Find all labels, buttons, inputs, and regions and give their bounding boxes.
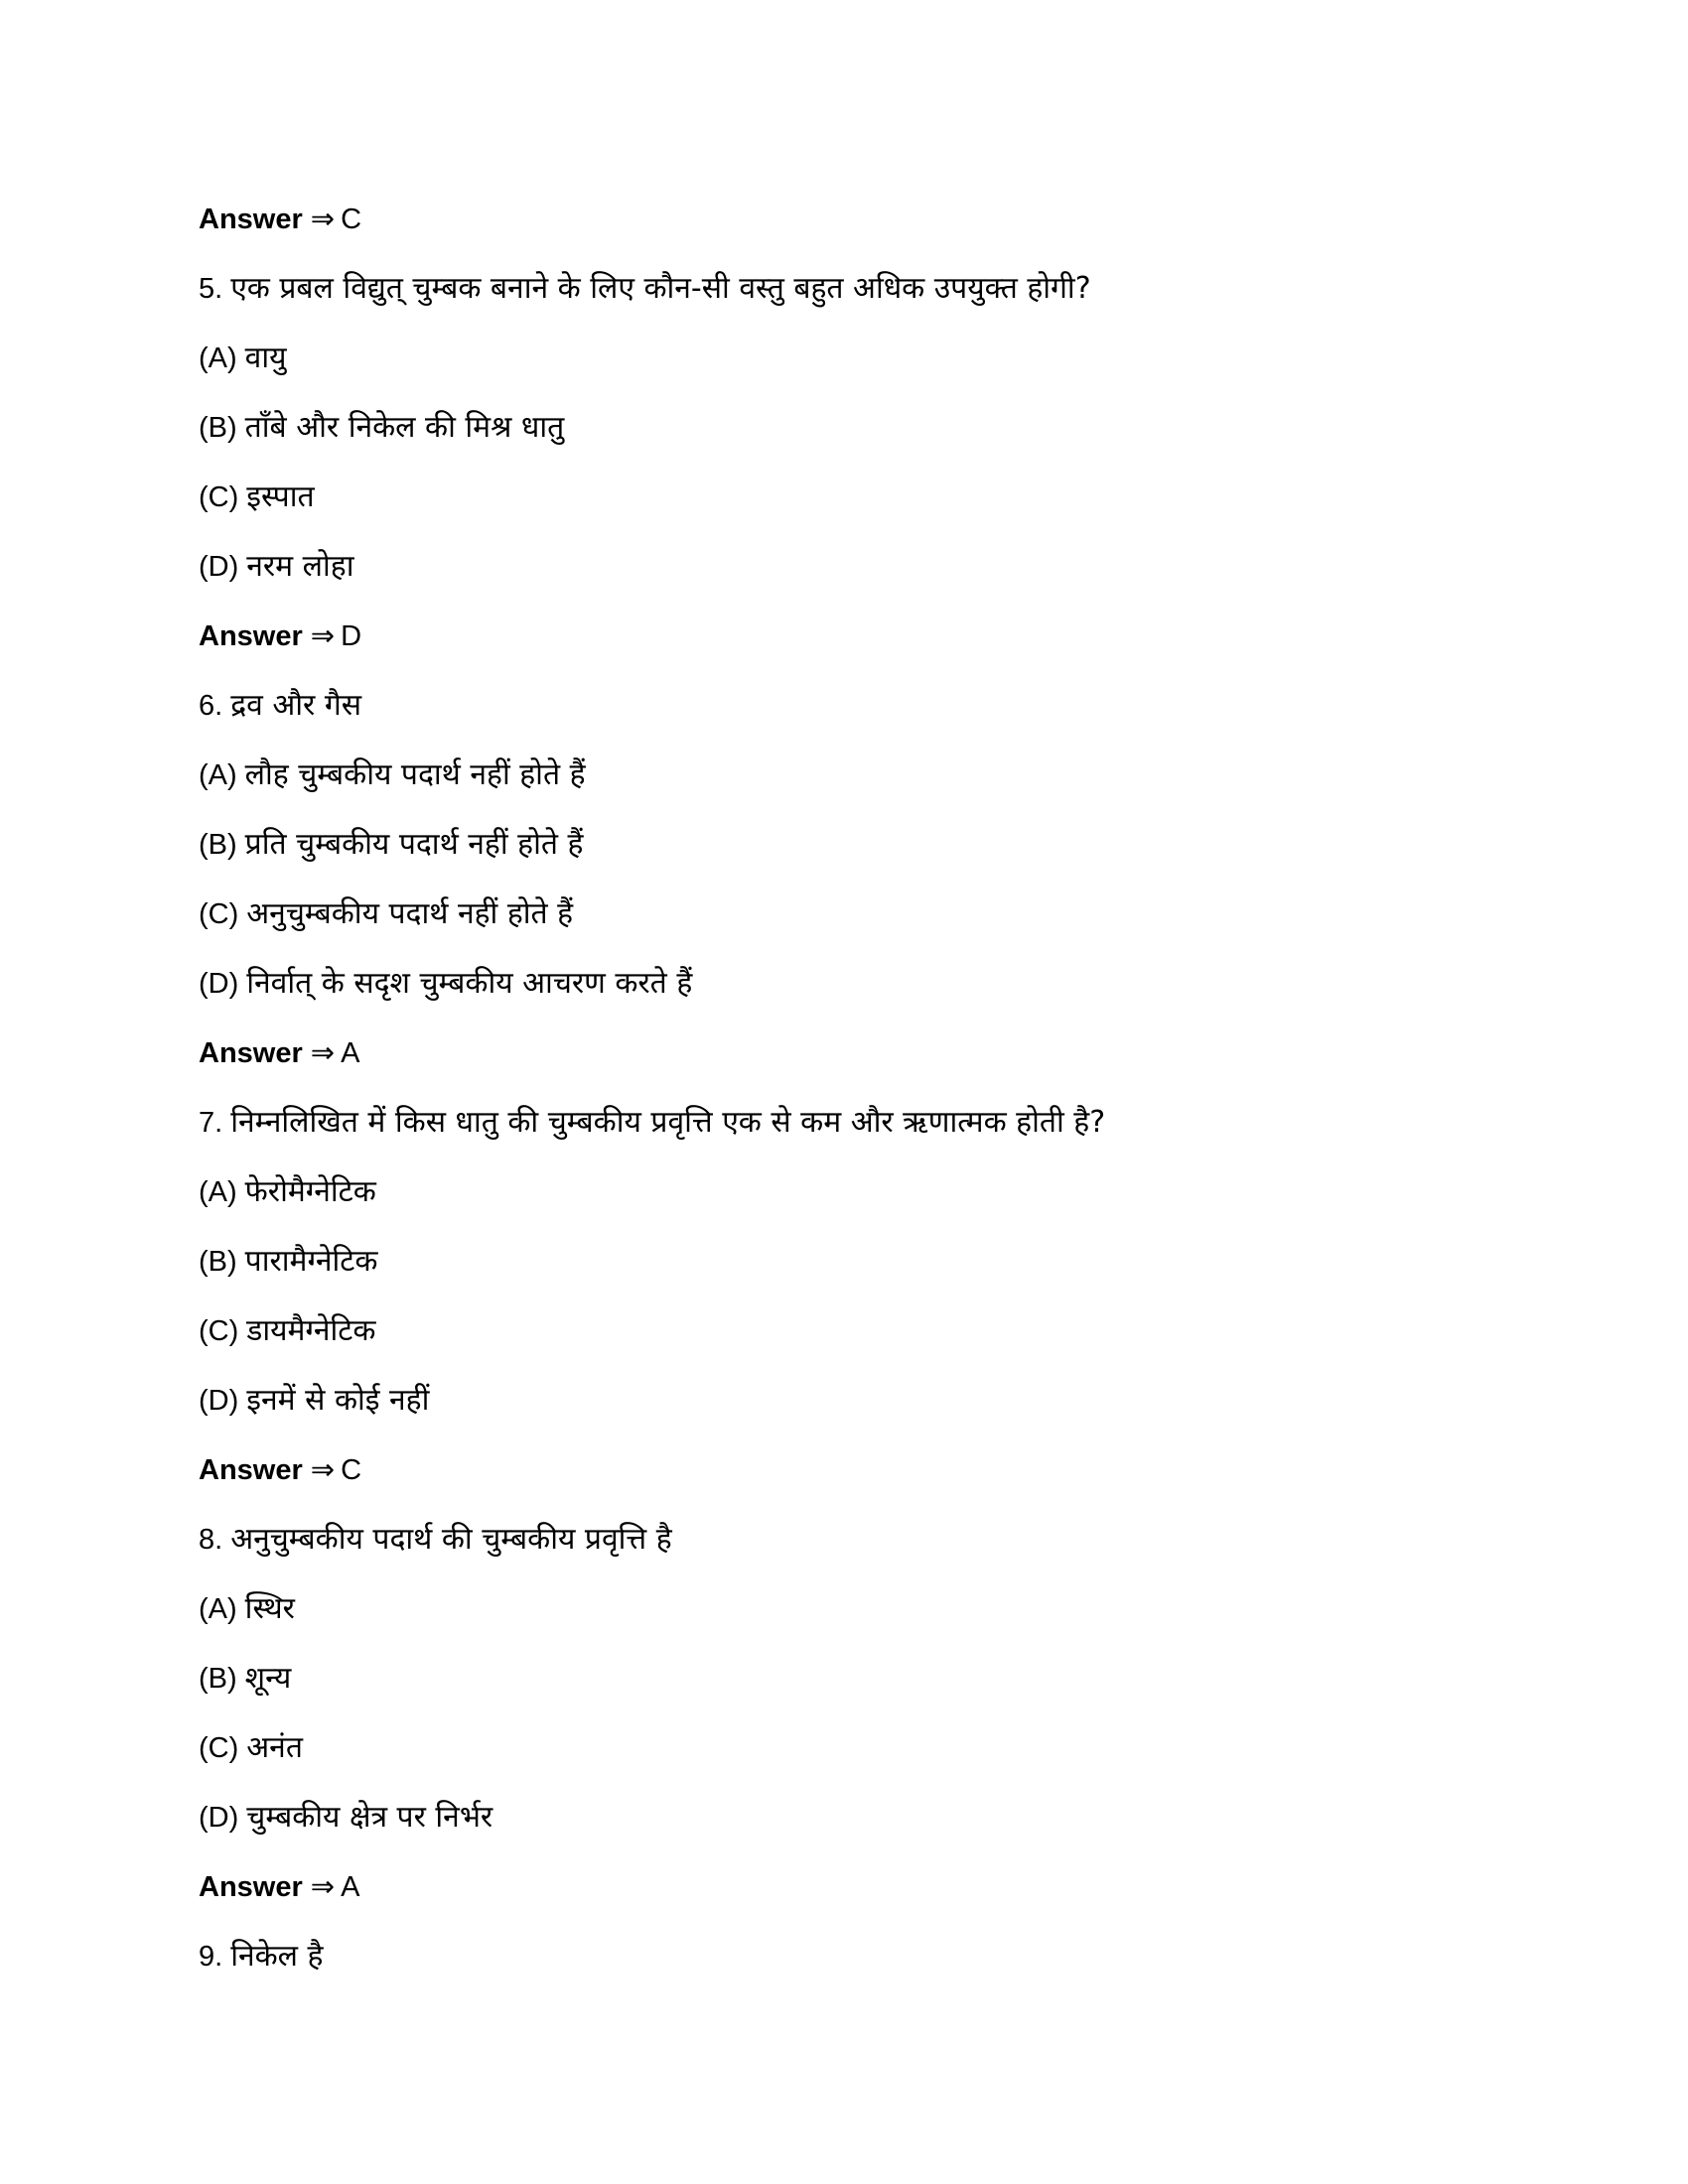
question-5 [199, 264, 1509, 334]
answer-label: Answer [199, 1871, 303, 1903]
option-d [199, 542, 1509, 612]
question-text: निम्नलिखित में किस धातु की चुम्बकीय प्रवृत्ति एक से कम और ऋणात्मक होती है? [230, 1105, 1106, 1140]
question-text: निकेल है [230, 1939, 324, 1974]
option-b [199, 820, 1509, 889]
answer-label: Answer [199, 1454, 303, 1486]
answer-value: C [341, 1454, 362, 1486]
option-key: (C) [199, 898, 239, 930]
answer-value: A [341, 1871, 360, 1903]
option-text: इनमें से कोई नहीं [246, 1383, 430, 1418]
question-8 [199, 1515, 1509, 1584]
option-text: डायमैग्नेटिक [246, 1313, 376, 1348]
question-number: 8. [199, 1524, 223, 1556]
option-key: (C) [199, 481, 239, 513]
question-number: 5. [199, 273, 223, 305]
answer-line [199, 612, 1509, 681]
option-c [199, 473, 1509, 542]
option-key: (D) [199, 968, 239, 1000]
option-b [199, 403, 1509, 473]
option-key: (C) [199, 1732, 239, 1764]
question-text: एक प्रबल विद्युत् चुम्बक बनाने के लिए कौन-सी वस्तु बहुत अधिक उपयुक्त होगी? [230, 271, 1091, 306]
option-c [199, 1306, 1509, 1376]
option-c [199, 889, 1509, 959]
option-text: अनंत [246, 1730, 303, 1765]
answer-line [199, 1445, 1509, 1515]
question-number: 6. [199, 690, 223, 722]
option-text: प्रति चुम्बकीय पदार्थ नहीं होते हैं [244, 827, 584, 862]
option-c [199, 1723, 1509, 1793]
answer-label: Answer [199, 1037, 303, 1069]
option-key: (B) [199, 412, 237, 444]
option-key: (B) [199, 829, 237, 861]
option-text: लौह चुम्बकीय पदार्थ नहीं होते हैं [244, 757, 586, 792]
answer-label: Answer [199, 204, 303, 235]
option-key: (D) [199, 551, 239, 583]
implies-arrow-icon: ⇒ [310, 620, 336, 652]
answer-value: A [341, 1037, 360, 1069]
option-text: नरम लोहा [246, 549, 354, 584]
option-key: (A) [199, 342, 237, 374]
option-text: ताँबे और निकेल की मिश्र धातु [244, 410, 565, 445]
implies-arrow-icon: ⇒ [310, 1037, 336, 1069]
option-text: इस्पात [246, 479, 315, 514]
option-key: (B) [199, 1663, 237, 1695]
answer-line [199, 195, 1509, 264]
answer-value: D [341, 620, 362, 652]
answer-line [199, 1028, 1509, 1098]
option-key: (A) [199, 1176, 237, 1208]
question-9 [199, 1932, 1509, 2001]
option-a [199, 1584, 1509, 1654]
option-key: (D) [199, 1802, 239, 1834]
option-key: (B) [199, 1246, 237, 1278]
option-a [199, 334, 1509, 403]
question-number: 7. [199, 1107, 223, 1139]
option-text: निर्वात् के सदृश चुम्बकीय आचरण करते हैं [246, 966, 693, 1001]
answer-label: Answer [199, 620, 303, 652]
option-key: (C) [199, 1315, 239, 1347]
answer-value: C [341, 204, 362, 235]
option-text: शून्य [244, 1661, 292, 1696]
option-b [199, 1237, 1509, 1306]
question-text: अनुचुम्बकीय पदार्थ की चुम्बकीय प्रवृत्ति है [230, 1522, 672, 1557]
document-page [199, 195, 1509, 2001]
option-d [199, 1793, 1509, 1862]
question-number: 9. [199, 1941, 223, 1973]
option-text: वायु [244, 341, 287, 375]
question-6 [199, 681, 1509, 751]
option-d [199, 1376, 1509, 1445]
option-key: (A) [199, 1593, 237, 1625]
option-b [199, 1654, 1509, 1723]
option-a [199, 751, 1509, 820]
implies-arrow-icon: ⇒ [310, 204, 336, 235]
option-text: फेरोमैग्नेटिक [244, 1174, 376, 1209]
implies-arrow-icon: ⇒ [310, 1454, 336, 1486]
option-text: अनुचुम्बकीय पदार्थ नहीं होते हैं [246, 896, 574, 931]
option-text: पारामैग्नेटिक [244, 1244, 378, 1279]
question-7 [199, 1098, 1509, 1167]
option-a [199, 1167, 1509, 1237]
option-key: (A) [199, 759, 237, 791]
option-text: स्थिर [244, 1591, 295, 1626]
answer-line [199, 1862, 1509, 1932]
option-key: (D) [199, 1385, 239, 1417]
question-text: द्रव और गैस [230, 688, 361, 723]
option-text: चुम्बकीय क्षेत्र पर निर्भर [246, 1800, 493, 1835]
implies-arrow-icon: ⇒ [310, 1871, 336, 1903]
option-d [199, 959, 1509, 1028]
